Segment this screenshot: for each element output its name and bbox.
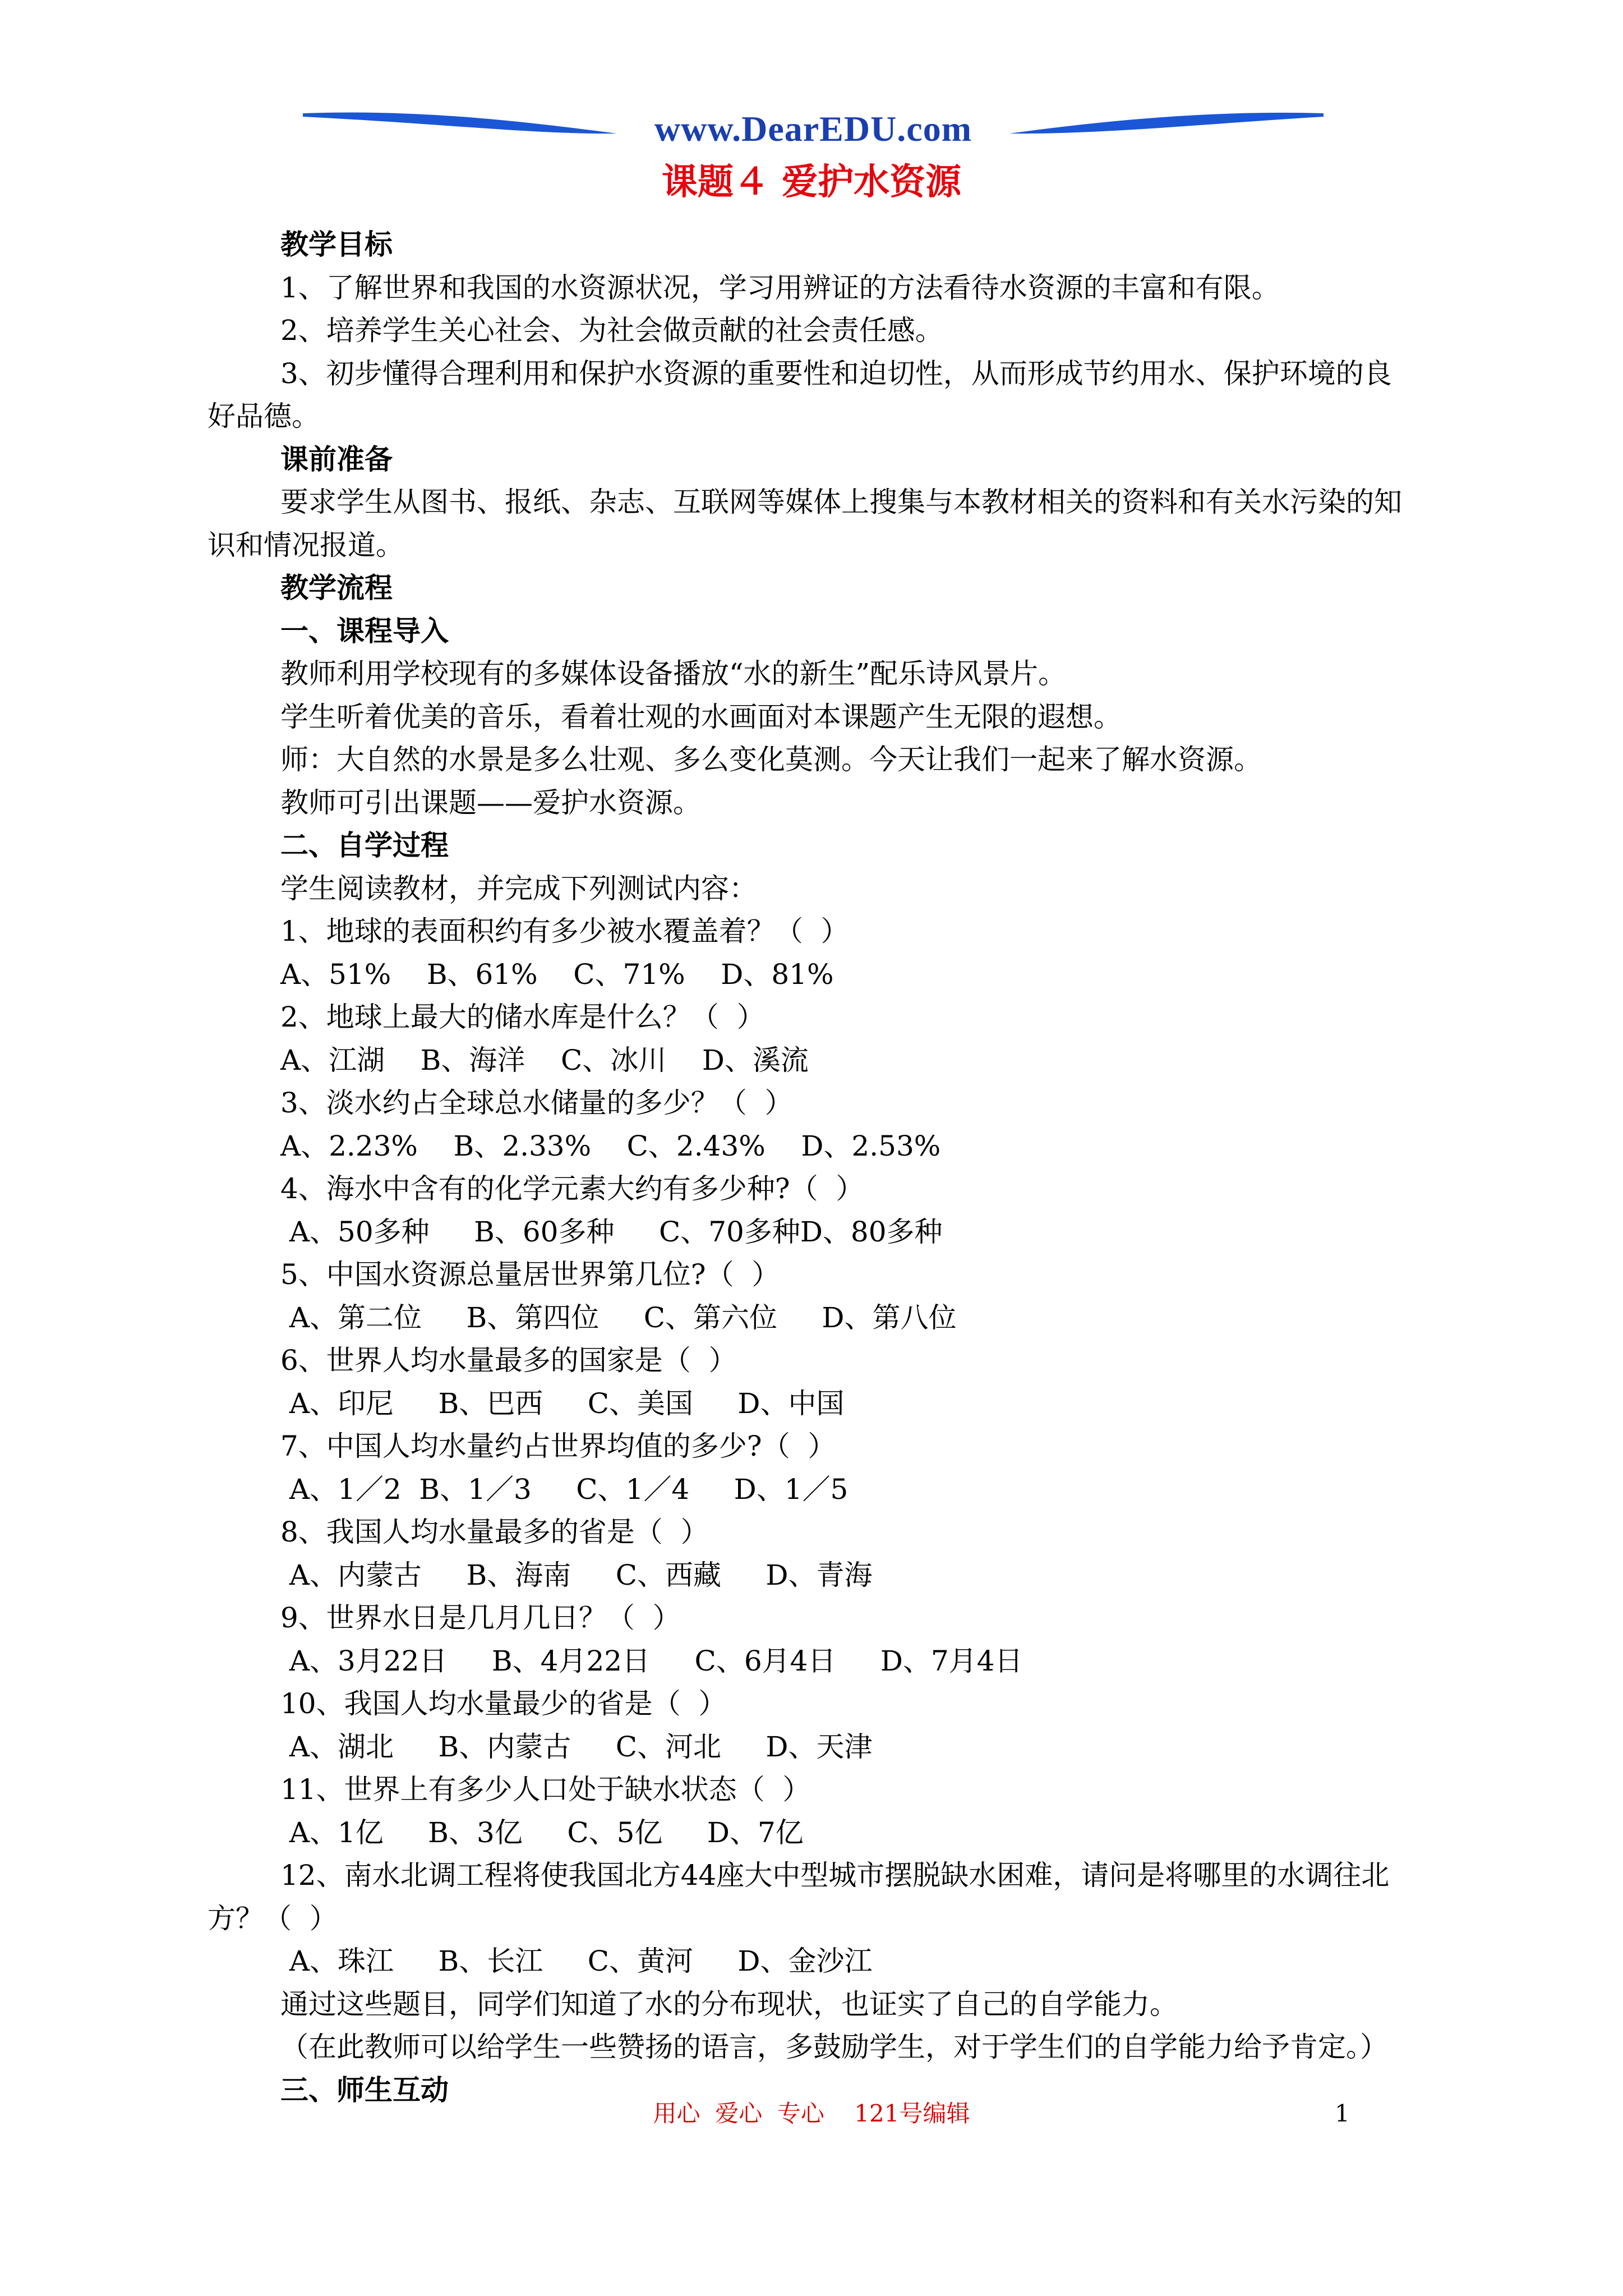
paragraph: （在此教师可以给学生一些赞扬的语言，多鼓励学生，对于学生们的自学能力给予肯定。）	[280, 2031, 1388, 2063]
paragraph: 学生听着优美的音乐，看着壮观的水画面对本课题产生无限的遐想。	[280, 700, 1122, 733]
paragraph: 12、南水北调工程将使我国北方44座大中型城市摆脱缺水困难，请问是将哪里的水调往北方？（ ）	[208, 1859, 1390, 1935]
document-body	[208, 223, 1413, 2111]
section-heading: 教学目标	[280, 228, 393, 261]
paragraph: A、湖北 B、内蒙古 C、河北 D、天津	[280, 1730, 873, 1763]
section-heading: 教学流程	[280, 571, 393, 604]
footer-text: 用心 爱心 专心 121号编辑	[653, 2100, 970, 2127]
paragraph: A、51% B、61% C、71% D、81%	[280, 958, 834, 991]
page-footer	[0, 2097, 1623, 2136]
section-heading: 二、自学过程	[280, 829, 449, 862]
paragraph: 11、世界上有多少人口处于缺水状态（ ）	[280, 1773, 811, 1806]
paragraph: 教师利用学校现有的多媒体设备播放“水的新生”配乐诗风景片。	[280, 657, 1067, 690]
section-heading: 一、课程导入	[280, 614, 449, 647]
paragraph: A、印尼 B、巴西 C、美国 D、中国	[280, 1387, 845, 1420]
paragraph: 6、世界人均水量最多的国家是（ ）	[280, 1344, 737, 1377]
paragraph: 3、初步懂得合理利用和保护水资源的重要性和迫切性，从而形成节约用水、保护环境的良好品德。	[208, 357, 1392, 432]
section-heading: 课前准备	[280, 442, 393, 476]
page-number: 1	[1335, 2100, 1350, 2127]
paragraph: 师：大自然的水景是多么壮观、多么变化莫测。今天让我们一起来了解水资源。	[280, 743, 1262, 776]
paragraph: 5、中国水资源总量居世界第几位?（ ）	[280, 1258, 780, 1291]
paragraph: 10、我国人均水量最少的省是（ ）	[280, 1687, 727, 1720]
paragraph: A、第二位 B、第四位 C、第六位 D、第八位	[280, 1301, 957, 1334]
section-heading: 三、师生互动	[280, 2073, 449, 2106]
paragraph: A、1／2 B、1／3 C、1／4 D、1／5	[280, 1473, 849, 1506]
paragraph: A、2.23% B、2.33% C、2.43% D、2.53%	[280, 1129, 941, 1162]
paragraph: 要求学生从图书、报纸、杂志、互联网等媒体上搜集与本教材相关的资料和有关水污染的知识和情况报道。	[208, 486, 1402, 562]
paragraph: 通过这些题目，同学们知道了水的分布现状，也证实了自己的自学能力。	[280, 1987, 1178, 2021]
paragraph: A、内蒙古 B、海南 C、西藏 D、青海	[280, 1558, 873, 1591]
paragraph: A、江湖 B、海洋 C、冰川 D、溪流	[280, 1043, 809, 1076]
paragraph: A、1亿 B、3亿 C、5亿 D、7亿	[280, 1816, 804, 1849]
paragraph: 2、地球上最大的储水库是什么？（ ）	[280, 1001, 765, 1033]
paragraph: 7、中国人均水量约占世界均值的多少?（ ）	[280, 1430, 836, 1462]
site-url: www.DearEDU.com	[654, 109, 972, 149]
paragraph: A、珠江 B、长江 C、黄河 D、金沙江	[280, 1945, 873, 1977]
paragraph: 9、世界水日是几月几日？（ ）	[280, 1602, 681, 1634]
paragraph: 1、地球的表面积约有多少被水覆盖着？（ ）	[280, 915, 849, 947]
page-title: 课题４ 爱护水资源	[661, 161, 962, 203]
paragraph: 3、淡水约占全球总水储量的多少？（ ）	[280, 1087, 793, 1119]
site-banner	[303, 107, 1324, 157]
paragraph: 1、了解世界和我国的水资源状况，学习用辨证的方法看待水资源的丰富和有限。	[280, 271, 1280, 304]
paragraph: 学生阅读教材，并完成下列测试内容：	[280, 872, 757, 905]
paragraph: 教师可引出课题——爱护水资源。	[280, 786, 701, 819]
paragraph: 4、海水中含有的化学元素大约有多少种?（ ）	[280, 1172, 864, 1205]
paragraph: 8、我国人均水量最多的省是（ ）	[280, 1516, 709, 1548]
paragraph: A、50多种 B、60多种 C、70多种D、80多种	[280, 1215, 943, 1248]
paragraph: A、3月22日 B、4月22日 C、6月4日 D、7月4日	[280, 1644, 1023, 1677]
paragraph: 2、培养学生关心社会、为社会做贡献的社会责任感。	[280, 314, 943, 347]
